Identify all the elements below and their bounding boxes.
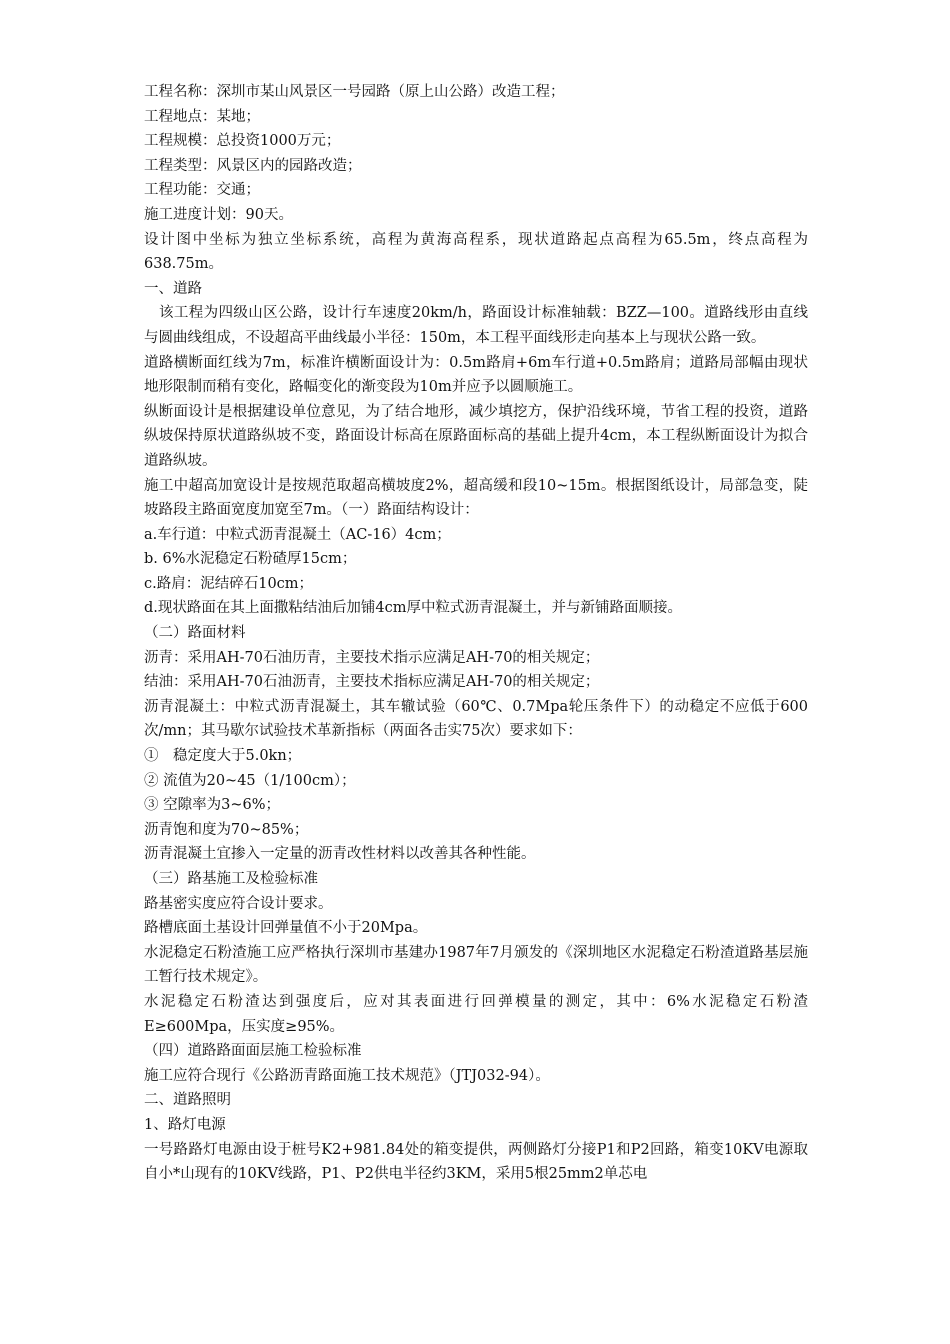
section-heading-lighting: 二、道路照明	[144, 1092, 231, 1109]
structure-item-a: a.车行道：中粒式沥青混凝土（AC-16）4cm；	[144, 526, 451, 543]
document-body	[144, 80, 808, 1187]
asphalt-concrete-paragraph: 沥青混凝土：中粒式沥青混凝土，其车辙试验（60℃、0.7Mpa轮压条件下）的动稳定不应低于600次/mn；其马歇尔试验技术革新指标（两面各击实75次）要求如下：	[144, 698, 808, 740]
project-type-line: 工程类型：风景区内的园路改造；	[144, 157, 362, 174]
subheading-surface-layer: （四）道路路面面层施工检验标准	[144, 1043, 362, 1060]
rebound-modulus-paragraph: 水泥稳定石粉渣达到强度后，应对其表面进行回弹模量的测定，其中：6%水泥稳定石粉渣E≥600Mpa，压实度≥95%。	[144, 993, 808, 1035]
structure-item-d: d.现状路面在其上面撒粘结油后加铺4cm厚中粒式沥青混凝土，并与新铺路面顺接。	[144, 600, 682, 617]
rebound-line: 路槽底面土基设计回弹量值不小于20Mpa。	[144, 920, 428, 937]
saturation-line: 沥青饱和度为70~85%；	[144, 821, 309, 838]
subheading-subgrade: （三）路基施工及检验标准	[144, 871, 318, 887]
road-overview-paragraph: 该工程为四级山区公路，设计行车速度20km/h，路面设计标准轴载：BZZ—100。道路线形由直线与圆曲线组成，不设超高平曲线最小半径：150m，本工程平面线形走向基本上与现状公路一致。	[144, 305, 808, 346]
requirement-item-3: ③ 空隙率为3~6%；	[144, 797, 280, 814]
requirement-item-2: ② 流值为20~45（1/100cm）；	[144, 772, 356, 789]
requirement-item-1: ① 稳定度大于5.0kn；	[144, 748, 302, 765]
structure-item-c: c.路肩：泥结碎石10cm；	[144, 575, 314, 592]
construction-spec-line: 施工应符合现行《公路沥青路面施工技术规范》（JTJ032-94）。	[144, 1067, 550, 1084]
subheading-power-source: 1、路灯电源	[144, 1116, 226, 1133]
longitudinal-section-paragraph: 纵断面设计是根据建设单位意见，为了结合地形，减少填挖方，保护沿线环境，节省工程的投资，道路纵坡保持原状道路纵坡不变，路面设计标高在原路面标高的基础上提升4cm，本工程纵断面设计为拟合道路纵坡。	[144, 403, 808, 469]
schedule-line: 施工进度计划：90天。	[144, 206, 293, 223]
cement-stabilized-paragraph: 水泥稳定石粉渣施工应严格执行深圳市基建办1987年7月颁发的《深圳地区水泥稳定石粉渣道路基层施工暂行技术规定》。	[144, 944, 808, 986]
structure-item-b: b. 6%水泥稳定石粉碴厚15cm；	[144, 551, 357, 568]
cross-section-paragraph: 道路横断面红线为7m，标准许横断面设计为：0.5m路肩+6m车行道+0.5m路肩；道路局部幅由现状地形限制而稍有变化，路幅变化的渐变段为10m并应予以圆顺施工。	[144, 354, 808, 396]
project-scale-line: 工程规模：总投资1000万元；	[144, 133, 341, 150]
project-function-line: 工程功能：交通；	[144, 182, 260, 199]
project-location-line: 工程地点：某地；	[144, 108, 260, 125]
coordinate-system-paragraph: 设计图中坐标为独立坐标系统，高程为黄海高程系，现状道路起点高程为65.5m，终点高程为638.75m。	[144, 231, 808, 273]
asphalt-line: 沥青：采用AH-70石油历青，主要技术指示应满足AH-70的相关规定；	[144, 649, 600, 666]
project-name-line: 工程名称：深圳市某山风景区一号园路（原上山公路）改造工程；	[144, 84, 565, 100]
section-heading-road: 一、道路	[144, 280, 202, 297]
compaction-line: 路基密实度应符合设计要求。	[144, 895, 333, 912]
power-source-paragraph: 一号路路灯电源由设于桩号K2+981.84处的箱变提供，两侧路灯分接P1和P2回路，箱变10KV电源取自小*山现有的10KV线路，P1、P2供电半径约3KM，采用5根25mm2单芯电	[144, 1141, 808, 1183]
subheading-materials: （二）路面材料	[144, 625, 246, 642]
superelevation-paragraph: 施工中超高加宽设计是按规范取超高横坡度2%，超高缓和段10~15m。根据图纸设计，局部急变，陡坡路段主路面宽度加宽至7m。（一）路面结构设计：	[144, 477, 808, 519]
modifier-line: 沥青混凝土宜掺入一定量的沥青改性材料以改善其各种性能。	[144, 846, 536, 863]
binder-oil-line: 结油：采用AH-70石油沥青，主要技术指标应满足AH-70的相关规定；	[144, 674, 600, 691]
